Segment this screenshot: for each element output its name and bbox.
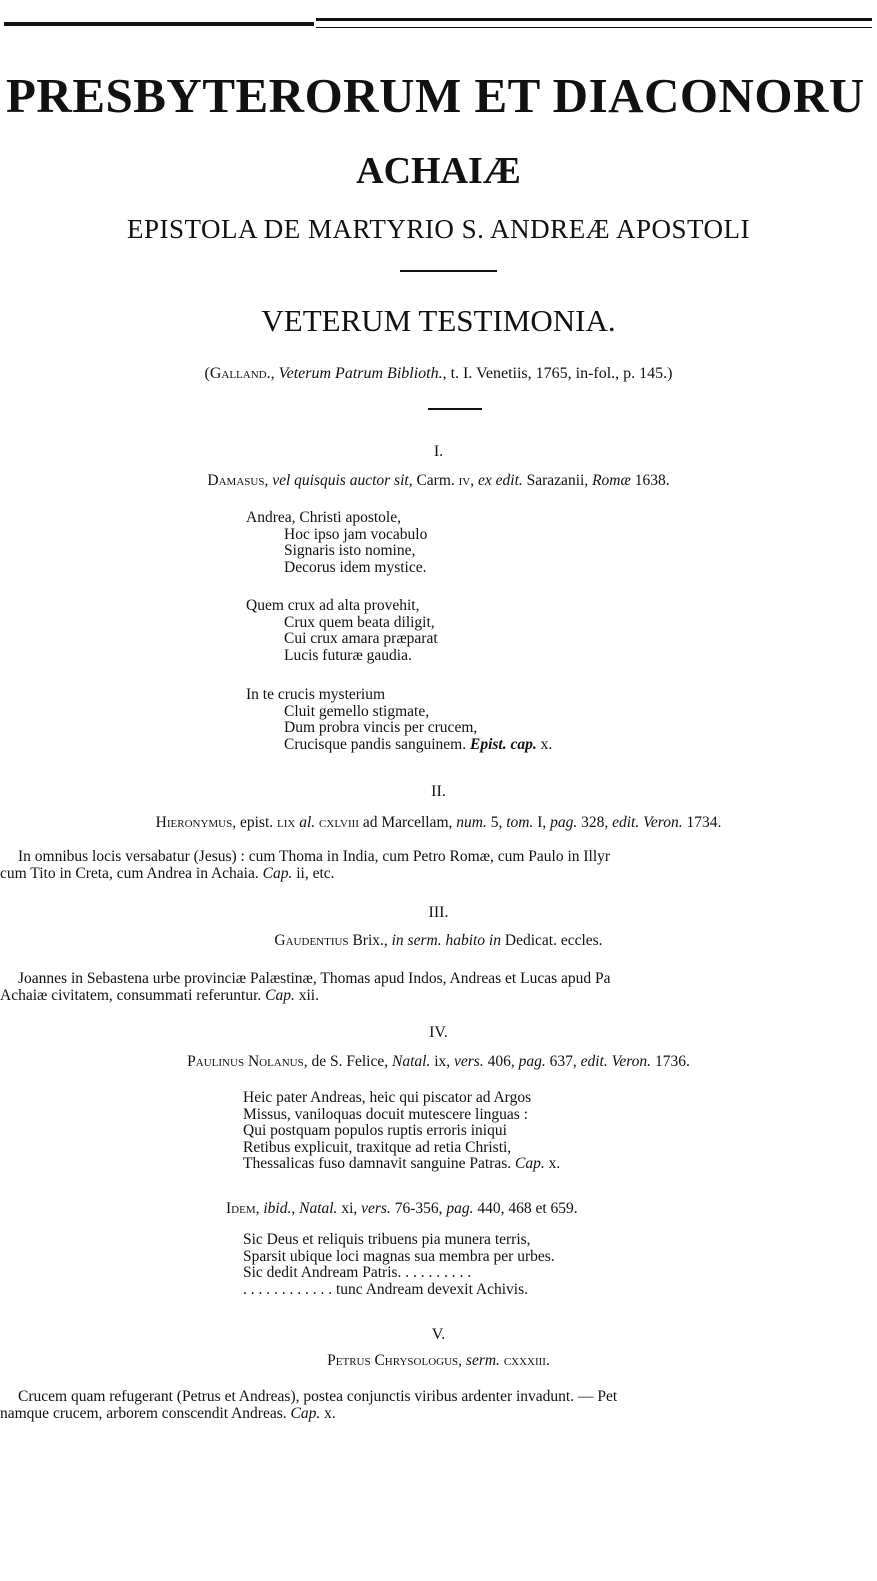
section-numeral-1: I. bbox=[433, 443, 444, 460]
verse-line: Cui crux amara præparat bbox=[284, 630, 438, 647]
source-part: 406, bbox=[483, 1053, 519, 1070]
section-numeral-2: II. bbox=[431, 783, 446, 800]
source-part: 440, 468 et 659. bbox=[473, 1200, 578, 1217]
source-part: cxxxiii. bbox=[499, 1352, 550, 1369]
source-author: Paulinus Nolanus bbox=[187, 1053, 304, 1070]
reference: x. bbox=[536, 735, 553, 753]
source-part: , de S. Felice, bbox=[303, 1053, 392, 1070]
verse-line: Andrea, Christi apostole, bbox=[246, 509, 401, 526]
separator-rule-2 bbox=[428, 408, 482, 410]
separator-rule-1 bbox=[400, 270, 497, 272]
prose-line: In omnibus locis versabatur (Jesus) : cum Thoma in India, cum Petro Romæ, cum Paulo in Illyr bbox=[18, 848, 611, 865]
source-part: , bbox=[470, 472, 478, 489]
source-line-1 bbox=[0, 472, 877, 490]
source-part: in serm. habito in bbox=[391, 932, 501, 949]
verse-line: Lucis futuræ gaudia. bbox=[284, 646, 412, 664]
source-part: , bbox=[291, 1200, 300, 1217]
source-part: vel quisquis auctor sit bbox=[272, 472, 409, 489]
source-author: Hieronymus bbox=[155, 814, 233, 831]
section-numeral-3: III. bbox=[428, 904, 449, 921]
stanza-1 bbox=[246, 510, 427, 576]
source-part: pag. bbox=[446, 1200, 474, 1217]
verse-line: Signaris isto nomine, bbox=[284, 542, 416, 559]
citation-author: Galland. bbox=[209, 365, 271, 382]
reference: x. bbox=[320, 1405, 336, 1422]
source-part: xi, bbox=[337, 1200, 362, 1217]
source-part: pag. bbox=[518, 1053, 546, 1070]
source-part: Brix., bbox=[348, 932, 392, 949]
prose-5 bbox=[0, 1388, 877, 1422]
top-rule-right-thick bbox=[316, 18, 872, 21]
source-part: cxlviii bbox=[319, 814, 359, 831]
citation-work: Veterum Patrum Biblioth. bbox=[278, 365, 443, 382]
source-part: edit. Veron. bbox=[612, 814, 683, 831]
source-part: serm. bbox=[465, 1352, 500, 1369]
source-part: 637, bbox=[545, 1053, 581, 1070]
source-part: 5, bbox=[486, 814, 507, 831]
prose-line: Joannes in Sebastena urbe provinciæ Palæstinæ, Thomas apud Indos, Andreas et Lucas apud Pa bbox=[18, 970, 611, 987]
source-author: Damasus bbox=[207, 472, 265, 489]
verse-line: Dum probra vincis per crucem, bbox=[284, 719, 478, 736]
source-part: Romæ bbox=[592, 472, 631, 489]
source-part: , bbox=[264, 472, 273, 489]
verse-line: Decorus idem mystice. bbox=[284, 558, 427, 576]
source-part: 1736. bbox=[651, 1053, 690, 1070]
source-author: Petrus Chrysologus bbox=[327, 1352, 459, 1369]
source-part: pag. bbox=[550, 814, 578, 831]
verse-line: Sic Deus et reliquis tribuens pia munera terris, bbox=[243, 1231, 531, 1248]
verse-line: Sic dedit Andream Patris. . . . . . . . . . bbox=[243, 1264, 472, 1281]
verse-block-2 bbox=[243, 1232, 555, 1298]
source-part: lix bbox=[277, 814, 296, 831]
section-numeral-4: IV. bbox=[429, 1024, 448, 1041]
prose-line bbox=[0, 987, 877, 1004]
prose-line bbox=[0, 865, 877, 882]
source-part: vers. bbox=[454, 1053, 484, 1070]
verse-line: Cluit gemello stigmate, bbox=[284, 702, 430, 720]
verse-line: Crux quem beata diligit, bbox=[284, 613, 435, 631]
verse-line: Qui postquam populos ruptis erroris iniqui bbox=[243, 1122, 507, 1139]
stanza-2 bbox=[246, 598, 438, 664]
source-part: , bbox=[458, 1352, 466, 1369]
idem-source-line bbox=[226, 1200, 578, 1218]
citation-sep: , bbox=[270, 365, 279, 382]
citation-open: ( bbox=[204, 365, 210, 382]
source-line-2 bbox=[0, 814, 877, 832]
source-part: tom. bbox=[506, 814, 534, 831]
verse-line: Missus, vaniloquas docuit mutescere linguas : bbox=[243, 1105, 528, 1123]
verse-line bbox=[246, 737, 552, 754]
source-part: num. bbox=[456, 814, 487, 831]
prose-line: Crucem quam refugerant (Petrus et Andreas), postea conjunctis viribus ardenter invadunt. — Pet bbox=[18, 1388, 618, 1405]
reference: xii. bbox=[294, 987, 319, 1004]
main-title: PRESBYTERORUM ET DIACONORU bbox=[6, 68, 865, 123]
source-author: Gaudentius bbox=[274, 932, 349, 949]
source-part: , bbox=[255, 1200, 264, 1217]
source-part: 1734. bbox=[682, 814, 722, 831]
source-author: Idem bbox=[226, 1200, 256, 1217]
verse-line: In te crucis mysterium bbox=[246, 686, 386, 703]
source-part: ix, bbox=[430, 1053, 455, 1070]
stanza-3 bbox=[246, 687, 552, 753]
source-part: 76-356, bbox=[390, 1200, 447, 1217]
reference: Epist. cap. bbox=[469, 735, 537, 753]
verse-text: Thessalicas fuso damnavit sanguine Patras. bbox=[243, 1155, 516, 1172]
source-part: Sarazanii, bbox=[522, 472, 593, 489]
reference: Cap. bbox=[262, 865, 293, 882]
source-part: edit. Veron. bbox=[580, 1053, 652, 1070]
prose-3 bbox=[0, 970, 877, 1004]
reference: ii, etc. bbox=[292, 865, 335, 882]
verse-block-1 bbox=[243, 1090, 560, 1173]
prose-text: namque crucem, arborem conscendit Andreas. bbox=[0, 1405, 291, 1422]
top-rule-left bbox=[4, 22, 314, 26]
source-part: , Carm. bbox=[408, 472, 459, 489]
verse-line bbox=[243, 1156, 560, 1173]
source-part: al. bbox=[299, 814, 316, 831]
source-line-3 bbox=[0, 932, 877, 950]
verse-text: Crucisque pandis sanguinem. bbox=[284, 735, 470, 753]
reference: x. bbox=[544, 1155, 561, 1172]
verse-line: Retibus explicuit, traxitque ad retia Christi, bbox=[243, 1138, 512, 1156]
prose-line bbox=[0, 1405, 877, 1422]
source-line-4 bbox=[0, 1053, 877, 1071]
verse-line: Hoc ipso jam vocabulo bbox=[284, 525, 428, 543]
source-part: Natal. bbox=[299, 1200, 338, 1217]
source-part: ibid. bbox=[263, 1200, 292, 1217]
source-part: , epist. bbox=[232, 814, 278, 831]
reference: Cap. bbox=[515, 1155, 545, 1172]
citation bbox=[0, 364, 877, 384]
source-part: I, bbox=[533, 814, 551, 831]
prose-2 bbox=[0, 848, 877, 882]
source-part: iv bbox=[458, 472, 471, 489]
section-title: VETERUM TESTIMONIA. bbox=[261, 303, 616, 338]
reference: Cap. bbox=[290, 1405, 321, 1422]
verse-line: . . . . . . . . . . . . tunc Andream devexit Achivis. bbox=[243, 1280, 528, 1298]
source-part: Natal. bbox=[392, 1053, 431, 1070]
source-line-5 bbox=[0, 1352, 877, 1370]
source-part: ex edit. bbox=[478, 472, 523, 489]
prose-text: Achaiæ civitatem, consummati referuntur. bbox=[0, 987, 266, 1004]
reference: Cap. bbox=[265, 987, 295, 1004]
citation-rest: , t. I. Venetiis, 1765, in-fol., p. 145.) bbox=[442, 365, 673, 382]
source-part: ad Marcellam, bbox=[358, 814, 457, 831]
section-numeral-5: V. bbox=[431, 1326, 446, 1343]
verse-line: Heic pater Andreas, heic qui piscator ad Argos bbox=[243, 1089, 532, 1106]
prose-text: cum Tito in Creta, cum Andrea in Achaia. bbox=[0, 865, 263, 882]
source-part: Dedicat. eccles. bbox=[501, 932, 603, 949]
source-part: vers. bbox=[361, 1200, 391, 1217]
sub-title: ACHAIÆ bbox=[356, 150, 521, 192]
top-rule-right-thin bbox=[316, 27, 872, 28]
verse-line: Quem crux ad alta provehit, bbox=[246, 597, 420, 614]
source-part: 328, bbox=[577, 814, 613, 831]
source-part: 1638. bbox=[630, 472, 670, 489]
verse-line: Sparsit ubique loci magnas sua membra per urbes. bbox=[243, 1247, 555, 1265]
epistola-title: EPISTOLA DE MARTYRIO S. ANDREÆ APOSTOLI bbox=[127, 214, 750, 244]
